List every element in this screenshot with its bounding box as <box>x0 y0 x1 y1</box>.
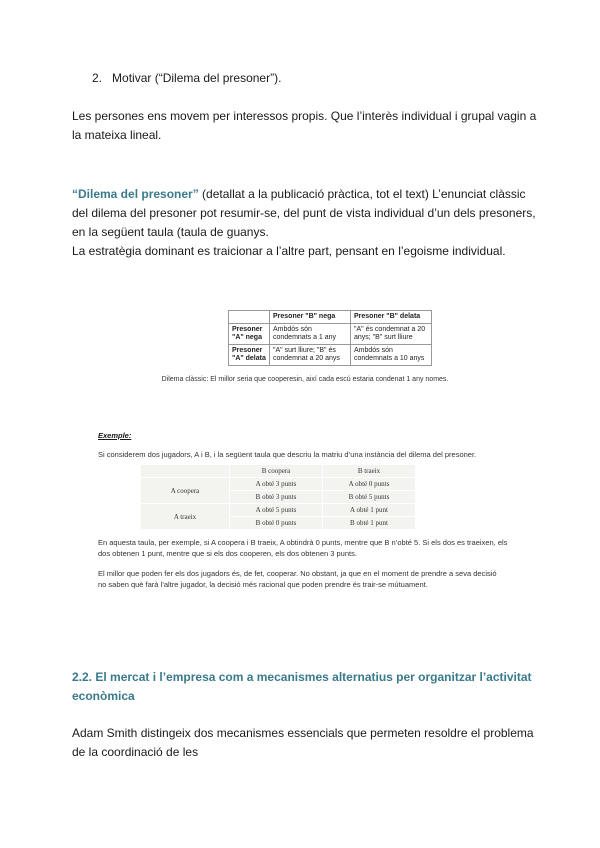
table-row-header: Presoner "A" nega <box>229 324 270 345</box>
table-cell: A obté 5 punts <box>230 504 323 517</box>
example-explanation: En aquesta taula, per exemple, si A coopera i B traeix, A obtindrà 0 punts, mentre que B n’obté 5. Si els dos es traeixen, els dos obtenen 1 punt, mentre que si els dos cooperen, els dos obtenen 3 punts. <box>98 538 508 558</box>
table-cell: "A" és condemnat a 20 anys; "B" surt lliure <box>351 324 432 345</box>
table-row <box>229 345 432 366</box>
example-title: Exemple: <box>98 431 132 440</box>
table-cell: B obté 5 punts <box>323 491 416 504</box>
table-header-row <box>229 311 432 324</box>
table-cell: "A" surt lliure; "B" és condemnat a 20 anys <box>270 345 351 366</box>
table-header-cell: B coopera <box>230 465 323 478</box>
table-row <box>141 478 416 491</box>
table-header-cell: Presoner "B" nega <box>270 311 351 324</box>
example-conclusion: El millor que poden fer els dos jugadors és, de fet, cooperar. No obstant, ja que en el moment de prendre a seva decisió no saben què farà l’altre jugador, la decisió més racional que poden prendre és trair-se mútuament. <box>98 569 497 589</box>
table-cell: A obté 3 punts <box>230 478 323 491</box>
adam-smith-paragraph: Adam Smith distingeix dos mecanismes essencials que permeten resoldre el problema de la coordinació de les <box>72 726 534 759</box>
table-row-header: Presoner "A" delata <box>229 345 270 366</box>
table-cell: B obté 3 punts <box>230 491 323 504</box>
table-row <box>229 324 432 345</box>
list-text: Motivar (“Dilema del presoner”). <box>112 71 282 85</box>
table-header-cell: B traeix <box>323 465 416 478</box>
table-header-cell <box>229 311 270 324</box>
list-item-2 <box>92 71 281 85</box>
table-cell: B obté 1 punt <box>323 517 416 530</box>
list-number: 2. <box>92 71 103 85</box>
example-intro: Si considerem dos jugadors, A i B, i la següent taula que descriu la matriu d’una instància del dilema del presoner. <box>98 450 477 459</box>
dilemma-paragraph <box>72 185 542 261</box>
table-cell: Ambdós són condemnats a 10 anys <box>351 345 432 366</box>
table-cell: B obté 0 punts <box>230 517 323 530</box>
table-cell: A obté 1 punt <box>323 504 416 517</box>
table-header-cell: Presoner "B" delata <box>351 311 432 324</box>
table-header-cell <box>141 465 230 478</box>
table-row <box>141 504 416 517</box>
example-payoff-table <box>140 464 416 530</box>
section-heading: 2.2. El mercat i l’empresa com a mecanismes alternatius per organitzar l’activitat econòmica <box>72 670 532 703</box>
table-row-header: A coopera <box>141 478 230 504</box>
table-caption: Dilema clàssic: El millor seria que cooperesin, així cada escú estaria condenat 1 any nomes. <box>161 376 449 383</box>
prisoner-payoff-table <box>228 310 432 366</box>
table-cell: Ambdós són condemnats a 1 any <box>270 324 351 345</box>
table-cell: A obté 0 punts <box>323 478 416 491</box>
table-row-header: A traeix <box>141 504 230 530</box>
table-header-row <box>141 465 416 478</box>
strategy-text: La estratègia dominant es traicionar a l’altre part, pensant en l’egoisme individual. <box>72 244 506 258</box>
dilemma-text: (detallat a la publicació pràctica, tot el text) L’enunciat clàssic del dilema del presoner pot resumir-se, del punt de vista individual d’un dels presoners, en la següent taula (taula de guanys. <box>72 187 536 239</box>
intro-paragraph: Les persones ens movem per interessos propis. Que l’interès individual i grupal vagin a la mateixa lineal. <box>72 109 537 142</box>
dilemma-highlight: “Dilema del presoner” <box>72 187 199 201</box>
